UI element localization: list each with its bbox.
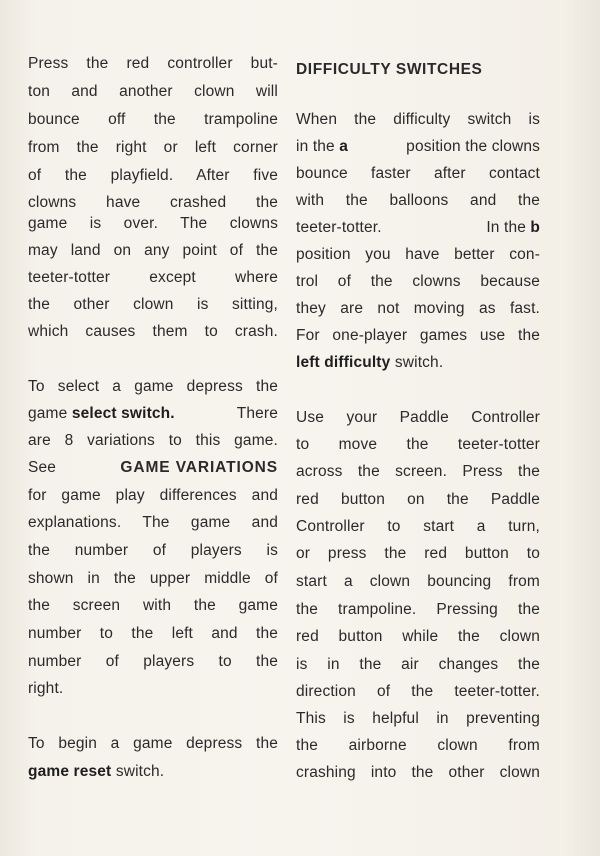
text-line: is in the air changes the xyxy=(296,656,540,673)
text-line: which causes them to crash. xyxy=(28,323,278,340)
text-line: are 8 variations to this game. xyxy=(28,432,278,449)
text-line: red button while the clown xyxy=(296,628,540,645)
text-line: across the screen. Press the xyxy=(296,463,540,480)
text-line xyxy=(296,218,540,238)
text-fragment: switch. xyxy=(115,763,165,780)
text-line: may land on any point of the xyxy=(28,242,278,259)
text-line: teeter-totter except where xyxy=(28,269,278,286)
text-line: trol of the clowns because xyxy=(296,273,540,290)
text-line: they are not moving as fast. xyxy=(296,300,540,317)
text-fragment: position the clowns xyxy=(406,138,540,155)
text-line: from the right or left corner xyxy=(28,139,278,156)
text-fragment: in the xyxy=(296,138,335,155)
text-line: the screen with the game xyxy=(28,597,278,614)
text-line: explanations. The game and xyxy=(28,514,278,531)
text-line xyxy=(296,137,540,157)
text-line: To select a game depress the xyxy=(28,378,278,395)
text-line: When the difficulty switch is xyxy=(296,111,540,128)
text-line: of the playfield. After five xyxy=(28,167,278,184)
left-difficulty-label: left difficulty xyxy=(296,354,391,371)
text-fragment: In the xyxy=(486,219,526,236)
text-line xyxy=(296,353,540,373)
select-switch-label: select switch. xyxy=(71,405,175,422)
text-line: the number of players is xyxy=(28,542,278,559)
text-line: bounce faster after contact xyxy=(296,165,540,182)
text-line: start a clown bouncing from xyxy=(296,573,540,590)
text-line: or press the red button to xyxy=(296,545,540,562)
game-reset-label: game reset xyxy=(28,763,112,780)
text-line: the other clown is sitting, xyxy=(28,296,278,313)
text-line: bounce off the trampoline xyxy=(28,111,278,128)
text-line: To begin a game depress the xyxy=(28,735,278,752)
text-line: the trampoline. Pressing the xyxy=(296,601,540,618)
text-line: crashing into the other clown xyxy=(296,764,540,781)
text-fragment: See xyxy=(28,459,57,476)
text-fragment: game xyxy=(28,405,72,422)
text-line: Controller to start a turn, xyxy=(296,518,540,535)
text-line: Press the red controller but- xyxy=(28,55,278,72)
text-line: position you have better con- xyxy=(296,246,540,263)
position-a-label: a xyxy=(339,138,349,155)
text-line: red button on the Paddle xyxy=(296,491,540,508)
text-line: Use your Paddle Controller xyxy=(296,409,540,426)
text-line: for game play differences and xyxy=(28,487,278,504)
text-line: game is over. The clowns xyxy=(28,215,278,232)
position-b-label: b xyxy=(530,219,540,236)
text-line: number of players to the xyxy=(28,653,278,670)
text-fragment: switch. xyxy=(394,354,444,371)
text-line: right. xyxy=(28,680,64,697)
text-line: shown in the upper middle of xyxy=(28,570,278,587)
difficulty-switches-heading: DIFFICULTY SWITCHES xyxy=(296,61,483,78)
text-line xyxy=(28,458,278,478)
text-line: ton and another clown will xyxy=(28,83,278,100)
text-line: number to the left and the xyxy=(28,625,278,642)
text-line: the airborne clown from xyxy=(296,737,540,754)
text-line: to move the teeter-totter xyxy=(296,436,540,453)
text-line: direction of the teeter-totter. xyxy=(296,683,540,700)
text-line xyxy=(28,404,278,424)
game-variations-label: GAME VARIATIONS xyxy=(120,459,278,476)
text-line xyxy=(28,762,278,782)
text-line: with the balloons and the xyxy=(296,192,540,209)
text-fragment: There xyxy=(236,405,278,422)
text-fragment: teeter-totter. xyxy=(296,219,382,236)
text-line: For one-player games use the xyxy=(296,327,540,344)
text-line: clowns have crashed the xyxy=(28,194,278,211)
text-line: This is helpful in preventing xyxy=(296,710,540,727)
